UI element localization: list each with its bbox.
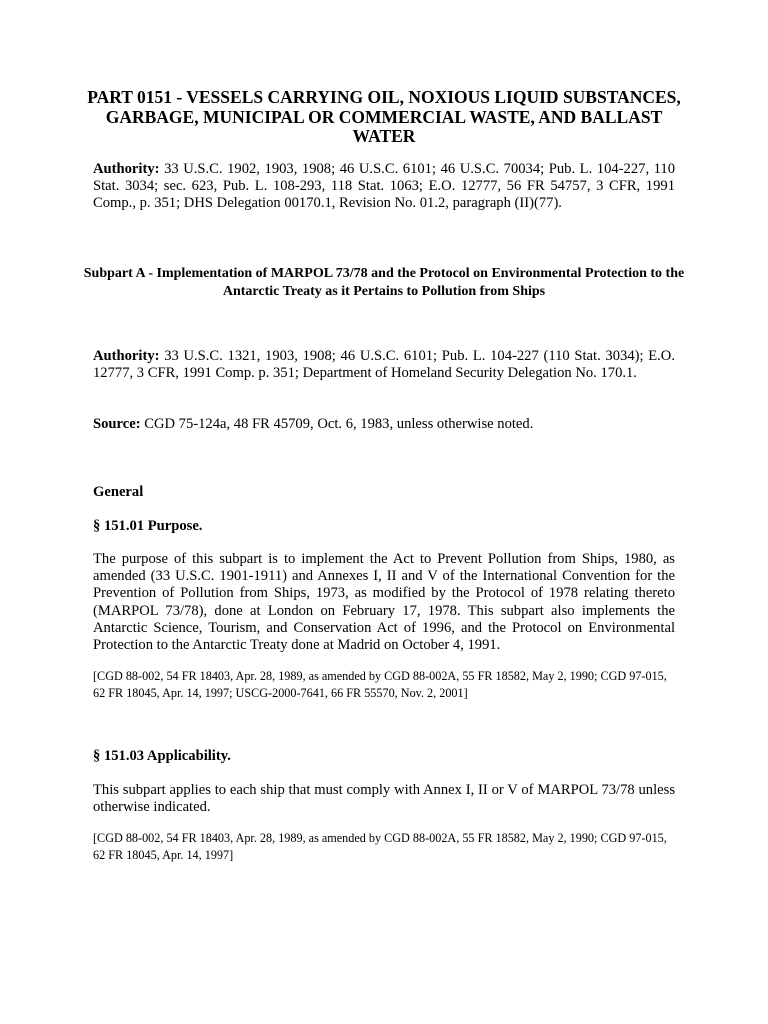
subpart-authority-label: Authority: — [93, 348, 160, 364]
subpart-authority-text: 33 U.S.C. 1321, 1903, 1908; 46 U.S.C. 6101; Pub. L. 104-227 (110 Stat. 3034); E.O. 12777, 3 CFR, 1991 Comp. p. 351; Department of Homeland Security Delegation No. 170.1. — [93, 348, 675, 382]
subpart-source-label: Source: — [93, 416, 141, 432]
subpart-title: Subpart A - Implementation of MARPOL 73/78 and the Protocol on Environmental Protection to the Antarctic Treaty as it Pertains to Pollution from Ships — [83, 266, 685, 299]
section-151-01-heading: § 151.01 Purpose. — [93, 518, 203, 534]
section-151-01-body: The purpose of this subpart is to implement the Act to Prevent Pollution from Ships, 1980, as amended (33 U.S.C. 1901-1911) and Annexes I, II and V of the International Convention for the Prevention of Pollution from Ships, 1973, as modified by the Protocol of 1978 relating thereto (MARPOL 73/78), done at London on February 17, 1978. This subpart also implements the Antarctic Science, Tourism, and Conservation Act of 1996, and the Protocol on Environmental Protection to the Antarctic Treaty done at Madrid on October 4, 1991. — [93, 551, 675, 654]
subpart-authority — [93, 348, 675, 382]
general-heading: General — [93, 484, 144, 500]
section-151-03-citation: [CGD 88-002, 54 FR 18403, Apr. 28, 1989, as amended by CGD 88-002A, 55 FR 18582, May 2, 1990; CGD 97-015, 62 FR 18045, Apr. 14, 1997] — [93, 831, 667, 862]
part-title: PART 0151 - VESSELS CARRYING OIL, NOXIOUS LIQUID SUBSTANCES, GARBAGE, MUNICIPAL OR COMMERCIAL WASTE, AND BALLAST WATER — [87, 87, 681, 146]
subpart-source — [93, 416, 675, 433]
section-151-03-heading: § 151.03 Applicability. — [93, 748, 231, 764]
part-authority — [93, 161, 675, 213]
section-151-01-citation: [CGD 88-002, 54 FR 18403, Apr. 28, 1989, as amended by CGD 88-002A, 55 FR 18582, May 2, 1990; CGD 97-015, 62 FR 18045, Apr. 14, 1997; USCG-2000-7641, 66 FR 55570, Nov. 2, 2001] — [93, 669, 667, 700]
subpart-source-text: CGD 75-124a, 48 FR 45709, Oct. 6, 1983, unless otherwise noted. — [144, 416, 534, 432]
part-authority-text: 33 U.S.C. 1902, 1903, 1908; 46 U.S.C. 6101; 46 U.S.C. 70034; Pub. L. 104-227, 110 Stat. 3034; sec. 623, Pub. L. 108-293, 118 Stat. 1063; E.O. 12777, 56 FR 54757, 3 CFR, 1991 Comp., p. 351; DHS Delegation 00170.1, Revision No. 01.2, paragraph (II)(77). — [93, 161, 675, 212]
part-authority-label: Authority: — [93, 161, 160, 177]
section-151-03-body: This subpart applies to each ship that must comply with Annex I, II or V of MARPOL 73/78 unless otherwise indicated. — [93, 782, 675, 816]
